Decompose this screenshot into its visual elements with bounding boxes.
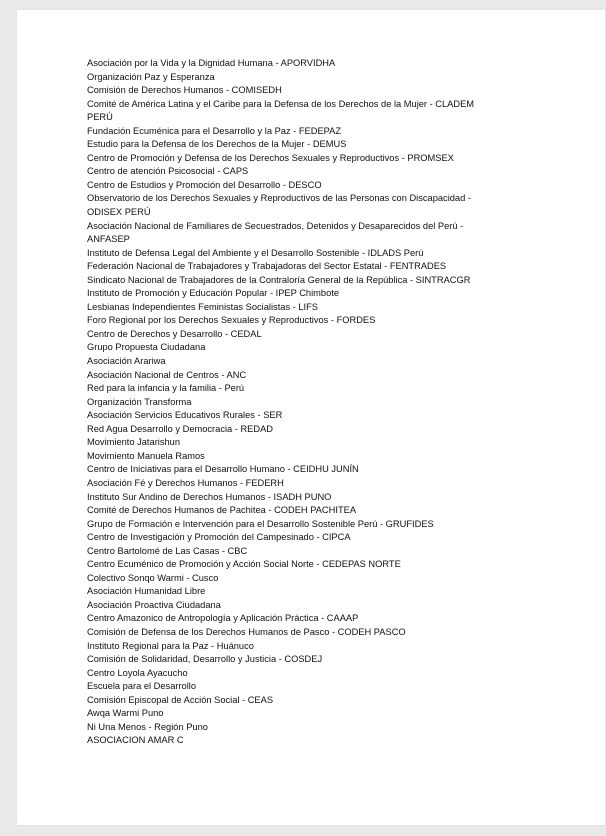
organization-line: Ni Una Menos - Región Puno <box>87 721 208 732</box>
organization-line: Instituto Sur Andino de Derechos Humanos - ISADH PUNO <box>87 491 332 502</box>
organization-line: Escuela para el Desarrollo <box>87 681 197 692</box>
organization-line: Centro Amazonico de Antropología y Aplicación Práctica - CAAAP <box>87 613 359 624</box>
organization-line: Awqa Warmi Puno <box>87 708 164 719</box>
organization-line: Estudio para la Defensa de los Derechos de la Mujer - DEMUS <box>87 139 347 150</box>
organization-line: Sindicato Nacional de Trabajadores de la Contraloría General de la República - SINTRACGR <box>87 274 471 285</box>
organization-line: Instituto de Defensa Legal del Ambiente y el Desarrollo Sostenible - IDLADS Perú <box>87 247 424 258</box>
document-page <box>17 10 605 825</box>
organization-line: Red Agua Desarrollo y Democracia - REDAD <box>87 423 274 434</box>
organization-line: Colectivo Sonqo Warmi - Cusco <box>87 572 219 583</box>
organization-line: Grupo de Formación e Intervención para el Desarrollo Sostenible Perú - GRUFIDES <box>87 518 434 529</box>
organization-line: Asociación Arariwa <box>87 356 166 367</box>
organization-line: Centro Loyola Ayacucho <box>87 667 188 678</box>
organization-line: Fundación Ecuménica para el Desarrollo y la Paz - FEDEPAZ <box>87 125 342 136</box>
organization-list <box>87 57 587 748</box>
organization-line: Comisión de Derechos Humanos - COMISEDH <box>87 85 282 96</box>
organization-line: Organización Paz y Esperanza <box>87 71 215 82</box>
organization-line: Asociación Nacional de Familiares de Secuestrados, Detenidos y Desaparecidos del Perú - <box>87 220 464 231</box>
organization-line: Comisión de Solidaridad, Desarrollo y Justicia - COSDEJ <box>87 654 323 665</box>
organization-line: Centro de atención Psicosocial - CAPS <box>87 166 249 177</box>
organization-line: Centro de Estudios y Promoción del Desarrollo - DESCO <box>87 179 322 190</box>
organization-line: Organización Transforma <box>87 396 192 407</box>
organization-line: Foro Regional por los Derechos Sexuales y Reproductivos - FORDES <box>87 315 376 326</box>
organization-line: Instituto de Promoción y Educación Popular - IPEP Chimbote <box>87 288 340 299</box>
organization-line: Asociación Fé y Derechos Humanos - FEDERH <box>87 477 284 488</box>
organization-line: Asociación Nacional de Centros - ANC <box>87 369 247 380</box>
organization-line: Observatorio de los Derechos Sexuales y Reproductivos de las Personas con Discapacidad - <box>87 193 471 204</box>
organization-line: Lesbianas Independientes Feministas Socialistas - LIFS <box>87 301 318 312</box>
organization-line: Asociación Proactiva Ciudadana <box>87 599 221 610</box>
organization-line: Red para la infancia y la familia - Perú <box>87 383 245 394</box>
organization-line: Asociación Humanidad Libre <box>87 586 206 597</box>
organization-line: Comité de Derechos Humanos de Pachitea - CODEH PACHITEA <box>87 505 357 516</box>
organization-line: Comisión de Defensa de los Derechos Humanos de Pasco - CODEH PASCO <box>87 626 406 637</box>
organization-line: Movimiento Jatarishun <box>87 437 181 448</box>
organization-line: ANFASEP <box>87 234 130 245</box>
organization-line: Movimiento Manuela Ramos <box>87 450 205 461</box>
organization-line: Grupo Propuesta Ciudadana <box>87 342 206 353</box>
organization-line: Centro de Promoción y Defensa de los Derechos Sexuales y Reproductivos - PROMSEX <box>87 152 454 163</box>
organization-line: ASOCIACION AMAR C <box>87 735 184 746</box>
organization-line: ODISEX PERÚ <box>87 207 151 218</box>
organization-line: Asociación Servicios Educativos Rurales - SER <box>87 410 283 421</box>
organization-line: Centro Bartolomé de Las Casas - CBC <box>87 545 248 556</box>
organization-line: Comisión Episcopal de Acción Social - CEAS <box>87 694 274 705</box>
organization-line: Federación Nacional de Trabajadores y Trabajadoras del Sector Estatal - FENTRADES <box>87 261 447 272</box>
organization-line: Asociación por la Vida y la Dignidad Humana - APORVIDHA <box>87 58 336 68</box>
organization-line: Centro de Iniciativas para el Desarrollo Humano - CEIDHU JUNÍN <box>87 464 359 475</box>
organization-line: Comité de América Latina y el Caribe para la Defensa de los Derechos de la Mujer - CLADEM <box>87 98 475 109</box>
organization-line: Centro de Derechos y Desarrollo - CEDAL <box>87 328 262 339</box>
organization-line: Centro de Investigación y Promoción del Campesinado - CIPCA <box>87 532 351 543</box>
organization-line: PERÚ <box>87 112 113 123</box>
organization-line: Instituto Regional para la Paz - Huánuco <box>87 640 254 651</box>
organization-line: Centro Ecuménico de Promoción y Acción Social Norte - CEDEPAS NORTE <box>87 559 401 570</box>
